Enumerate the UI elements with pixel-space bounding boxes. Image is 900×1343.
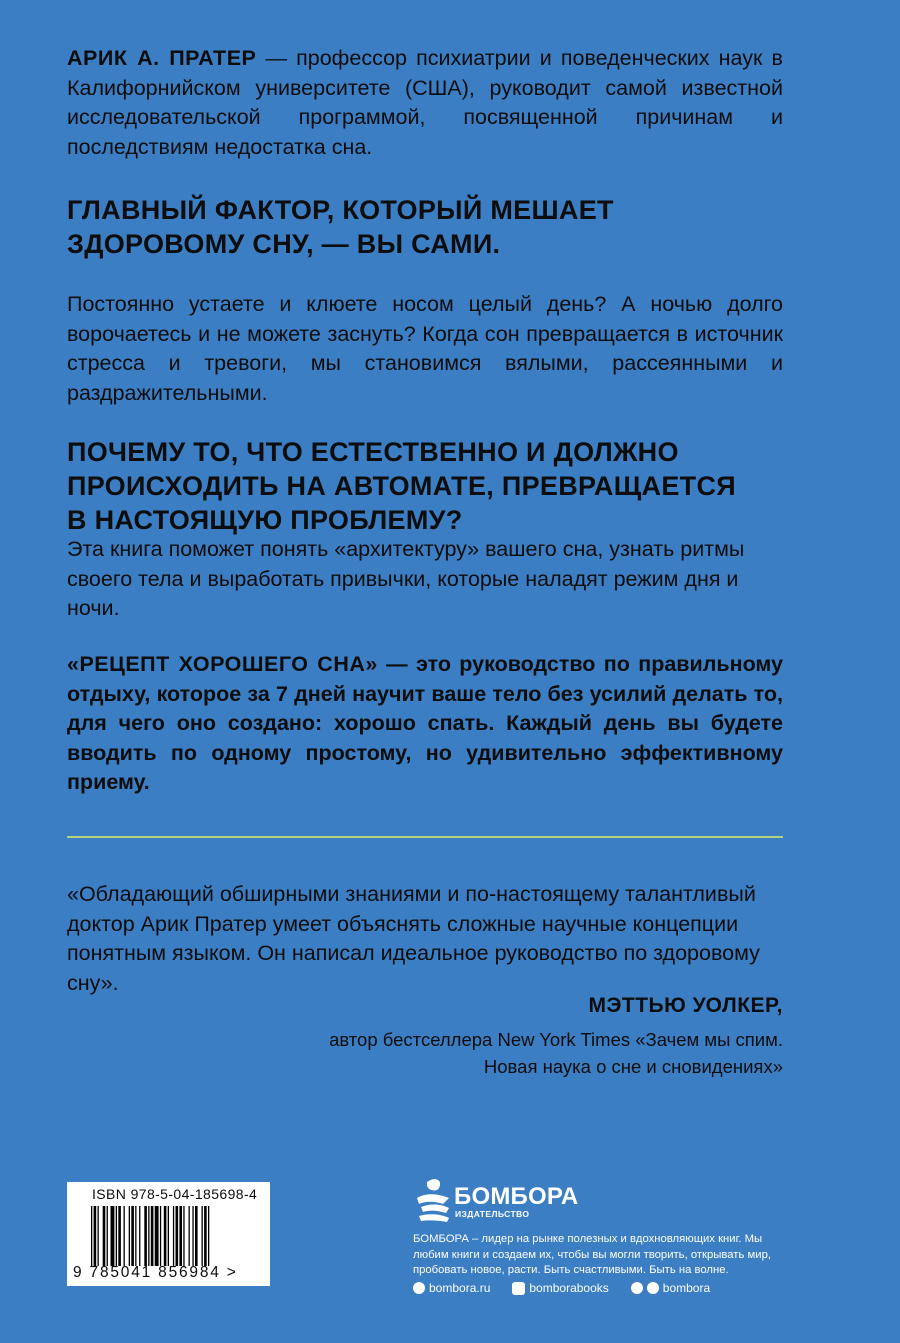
barcode-bar <box>107 1206 108 1266</box>
barcode-bar <box>139 1206 140 1266</box>
isbn-barcode <box>67 1182 270 1286</box>
publisher-name: БОМБОРА <box>454 1183 579 1210</box>
barcode-bar <box>176 1206 179 1266</box>
barcode-bar <box>168 1206 169 1266</box>
barcode-bar <box>91 1206 92 1266</box>
social-vk[interactable]: bomborabooks <box>512 1281 608 1295</box>
barcode-bar <box>111 1206 115 1266</box>
heading-main-factor: ГЛАВНЫЙ ФАКТОР, КОТОРЫЙ МЕШАЕТ ЗДОРОВОМУ СНУ, — ВЫ САМИ. <box>67 195 614 259</box>
barcode-bar <box>135 1206 136 1266</box>
barcode-bar <box>192 1206 193 1266</box>
quote-source: автор бестселлера New York Times «Зачем мы спим. Новая наука о сне и сновидениях» <box>329 1029 783 1077</box>
publisher-description: БОМБОРА – лидер на рынке полезных и вдохновляющих книг. Мы любим книги и создаем их, чтобы вы могли творить, открывать мир, пробовать новое, расти. Быть счастливыми. Быть на волне. <box>413 1233 772 1276</box>
barcode-digits: 9 785041 856984 > <box>73 1264 238 1281</box>
barcode-bar <box>208 1206 209 1266</box>
barcode-bar <box>195 1206 198 1266</box>
author-name: АРИК А. ПРАТЕР <box>67 46 257 70</box>
publisher-subtitle: ИЗДАТЕЛЬСТВО <box>455 1209 530 1219</box>
barcode-bar <box>189 1206 190 1266</box>
paragraph-symptoms: Постоянно устаете и клюете носом целый день? А ночью долго ворочаетесь и не можете заснуть? Когда сон превращается в источник стресса и тревоги, мы становимся вялыми, рассеянными и раздражительными. <box>67 292 783 405</box>
barcode-bar <box>204 1206 207 1266</box>
recipe-text: — это руководство по правильному отдыху, которое за 7 дней научит ваше тело без усилий делать то, для чего оно создано: хорошо спать. Каждый день вы будете вводить по одному простому, но удивительно эффективному приему. <box>67 652 784 794</box>
barcode-bar <box>94 1206 97 1266</box>
isbn-label: ISBN 978-5-04-185698-4 <box>92 1186 258 1202</box>
review-quote: «Обладающий обширными знаниями и по-настоящему талантливый доктор Арик Пратер умеет объяснять сложные научные концепции понятным языком. Он написал идеальное руководство по здоровому сну». <box>67 882 760 995</box>
barcode-bars <box>91 1206 266 1266</box>
barcode-bar <box>131 1206 134 1266</box>
quote-author: МЭТТЬЮ УОЛКЕР, <box>588 994 783 1017</box>
barcode-bar <box>148 1206 149 1266</box>
barcode-bar <box>151 1206 154 1266</box>
barcode-bar <box>98 1206 99 1266</box>
barcode-bar <box>103 1206 106 1266</box>
book-title-quote: «РЕЦЕПТ ХОРОШЕГО СНА» <box>67 652 378 676</box>
barcode-bar <box>124 1206 125 1266</box>
globe-icon <box>413 1282 425 1294</box>
paragraph-book-helps: Эта книга поможет понять «архитектуру» вашего сна, узнать ритмы своего тела и выработать привычки, которые наладят режим дня и ночи. <box>67 537 745 620</box>
vk-icon <box>512 1282 525 1295</box>
barcode-bar <box>116 1206 117 1266</box>
barcode-bar <box>144 1206 147 1266</box>
barcode-bar <box>160 1206 161 1266</box>
telegram-icon <box>647 1282 659 1294</box>
social-website[interactable]: bombora.ru <box>413 1281 490 1295</box>
barcode-bar <box>129 1206 130 1266</box>
social-telegram[interactable]: bombora <box>631 1281 710 1295</box>
barcode-bar <box>173 1206 174 1266</box>
barcode-bar <box>164 1206 167 1266</box>
barcode-bar <box>155 1206 159 1266</box>
divider-line <box>67 836 783 838</box>
heading-why-problem: ПОЧЕМУ ТО, ЧТО ЕСТЕСТВЕННО И ДОЛЖНО ПРОИСХОДИТЬ НА АВТОМАТЕ, ПРЕВРАЩАЕТСЯ В НАСТОЯЩУЮ ПРОБЛЕМУ? <box>67 437 736 535</box>
author-bio <box>67 44 783 162</box>
barcode-bar <box>183 1206 184 1266</box>
author-bio-text: — профессор психиатрии и поведенческих наук в Калифорнийском университете (США), руководит самой известной исследовательской программой, посвященной причинам и последствиям недостатка сна. <box>67 46 783 159</box>
plus-icon <box>631 1282 643 1294</box>
barcode-bar <box>179 1206 182 1266</box>
publisher-socials <box>413 1281 710 1295</box>
paragraph-recipe <box>67 650 783 798</box>
barcode-bar <box>118 1206 121 1266</box>
barcode-bar <box>202 1206 203 1266</box>
